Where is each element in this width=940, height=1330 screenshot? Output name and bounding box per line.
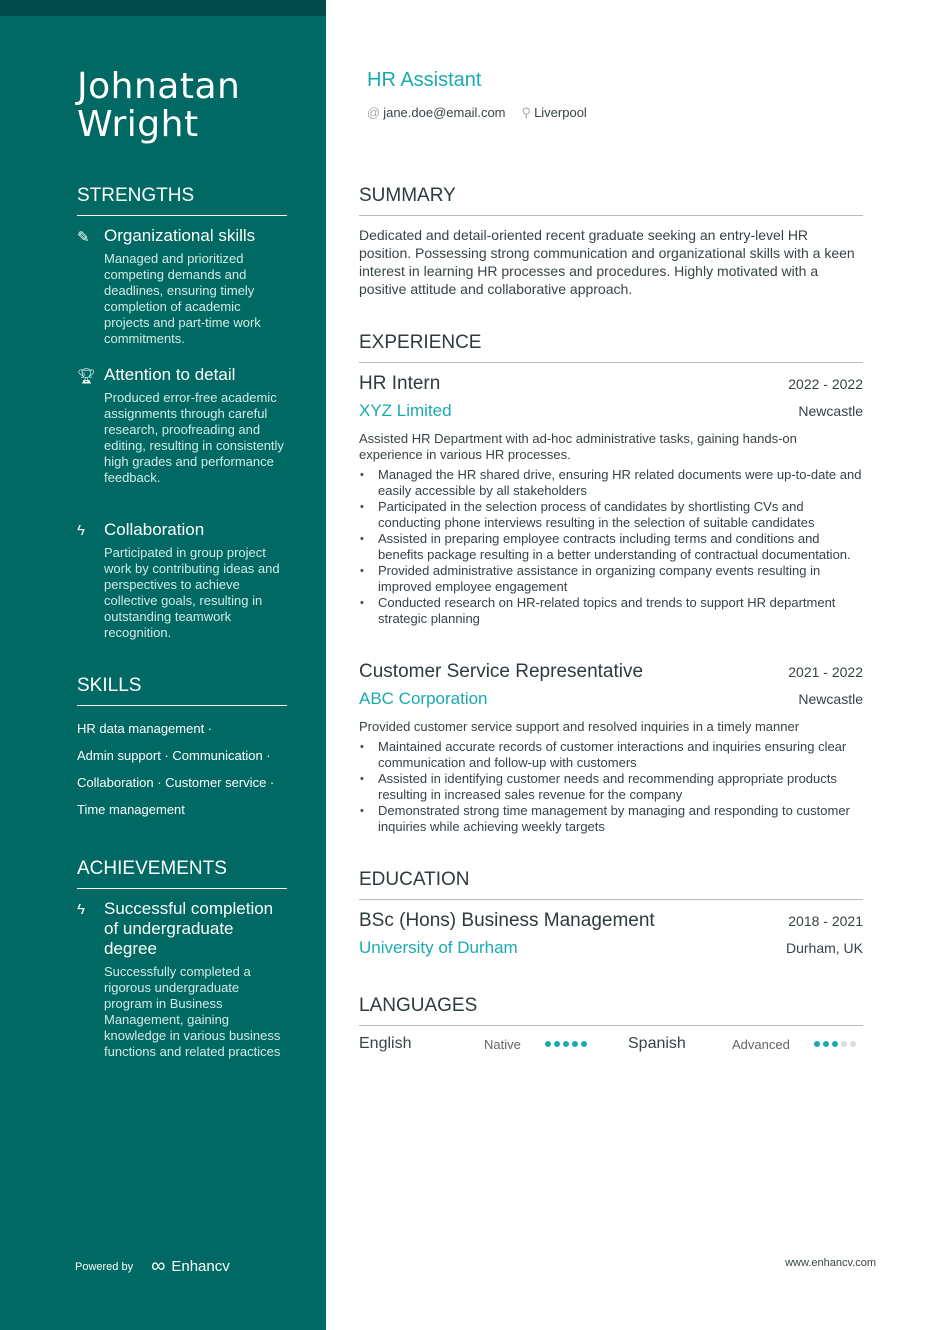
strength-item [77, 520, 287, 641]
job-bullets [359, 739, 863, 835]
sidebar [0, 0, 326, 1330]
dot [850, 1041, 856, 1047]
website-link[interactable]: www.enhancv.com [785, 1257, 876, 1269]
dot [832, 1041, 838, 1047]
email-text: jane.doe@email.com [383, 105, 506, 120]
company-name: ABC Corporation [359, 689, 488, 708]
summary-text: Dedicated and detail-oriented recent graduate seeking an entry-level HR position. Possessing strong communication and organizational skills with a keen interest in learning HR processes and procedures. Highly motivated with a positive attitude and collaborative approach. [359, 227, 855, 297]
at-icon: @ [367, 105, 381, 120]
edu-dates: 2018 - 2021 [788, 913, 863, 929]
job-title: HR Assistant [367, 69, 482, 91]
languages-title: LANGUAGES [359, 995, 863, 1026]
achievement-title: Successful completion of undergraduate degree [104, 899, 274, 958]
dot [823, 1041, 829, 1047]
job-company-row [359, 401, 863, 421]
school-name: University of Durham [359, 938, 518, 957]
bullet: • Assisted in preparing employee contracts including terms and conditions and benefits package resulting in a better understanding of contractual documentation. [359, 531, 863, 563]
achievement-desc: Successfully completed a rigorous undergraduate program in Business Management, gaining knowledge in various business functions and related practices [104, 964, 281, 1059]
strength-desc: Managed and prioritized competing demands and deadlines, ensuring timely completion of academic projects and part-time work commitments. [104, 251, 261, 346]
job-header [359, 661, 863, 683]
edu-school-row [359, 938, 863, 958]
education-title: EDUCATION [359, 869, 863, 900]
job-desc: Assisted HR Department with ad-hoc administrative tasks, gaining hands-on experience in various HR processes. [359, 431, 797, 462]
job-location: Newcastle [798, 403, 863, 419]
skill-line: Admin support · Communication · [77, 748, 271, 763]
strength-title: Organizational skills [104, 226, 256, 245]
job-role: HR Intern [359, 373, 441, 394]
dot [572, 1041, 578, 1047]
skills-title: SKILLS [77, 675, 287, 706]
top-band [0, 0, 326, 16]
language-name: English [359, 1035, 412, 1052]
brand-name: Enhancv [171, 1258, 230, 1275]
dot [545, 1041, 551, 1047]
skills-list [77, 715, 292, 823]
job-header [359, 373, 863, 395]
skill-line: Time management [77, 802, 185, 817]
language-level: Advanced [732, 1036, 790, 1052]
candidate-name [77, 68, 240, 144]
magic-wand-icon: ✎ [77, 229, 90, 246]
infinity-logo-icon: ∞ [151, 1255, 166, 1277]
strength-desc: Participated in group project work by contributing ideas and perspectives to achieve collective goals, resulting in outstanding teamwork recognition. [104, 545, 280, 640]
lightning-icon: ϟ [77, 522, 85, 539]
bullet: • Managed the HR shared drive, ensuring HR related documents were up-to-date and easily accessible by all stakeholders [359, 467, 863, 499]
location-pin-icon: ⚲ [521, 105, 532, 120]
edu-header [359, 910, 863, 932]
powered-label: Powered by [75, 1260, 134, 1273]
job-desc: Provided customer service support and resolved inquiries in a timely manner [359, 719, 800, 734]
lightning-icon: ϟ [77, 901, 85, 918]
enhancv-logo[interactable] [151, 1255, 230, 1278]
location-text: Liverpool [534, 105, 587, 120]
dot [841, 1041, 847, 1047]
contact-info [367, 105, 587, 121]
language-level: Native [484, 1036, 521, 1052]
skill-line: Collaboration · Customer service · [77, 775, 275, 790]
powered-by [75, 1255, 230, 1278]
job-dates: 2021 - 2022 [788, 664, 863, 680]
strengths-title: STRENGTHS [77, 185, 287, 216]
bullet: • Conducted research on HR-related topics and trends to support HR department strategic planning [359, 595, 863, 627]
language-name: Spanish [628, 1035, 686, 1052]
job-dates: 2022 - 2022 [788, 376, 863, 392]
languages-list [359, 1035, 863, 1053]
bullet: • Demonstrated strong time management by managing and responding to customer inquiries while achieving weekly targets [359, 803, 863, 835]
bullet: • Provided administrative assistance in organizing company events resulting in improved employee engagement [359, 563, 863, 595]
skill-line: HR data management · [77, 721, 213, 736]
dot [814, 1041, 820, 1047]
rating-dots [545, 1041, 628, 1047]
achievements-title: ACHIEVEMENTS [77, 858, 287, 889]
first-name: Johnatan [77, 66, 241, 107]
location [522, 105, 587, 121]
rating-dots [814, 1041, 856, 1047]
strength-desc: Produced error-free academic assignments through careful research, proofreading and editing, resulting in consistently high grades and performance feedback. [104, 390, 284, 485]
strength-title: Attention to detail [104, 365, 236, 384]
company-name: XYZ Limited [359, 401, 452, 420]
bullet: • Assisted in identifying customer needs and recommending appropriate products resulting in increased sales revenue for the company [359, 771, 863, 803]
last-name: Wright [77, 104, 199, 145]
strength-item [77, 226, 287, 347]
experience-title: EXPERIENCE [359, 332, 863, 363]
bullet: • Participated in the selection process of candidates by shortlisting CVs and conducting phone interviews resulting in the selection of suitable candidates [359, 499, 863, 531]
achievement-item [77, 899, 287, 1060]
degree: BSc (Hons) Business Management [359, 910, 655, 931]
job-company-row [359, 689, 863, 709]
dot [563, 1041, 569, 1047]
trophy-icon: 🏆︎ [77, 368, 97, 385]
summary-title: SUMMARY [359, 185, 863, 216]
bullet: • Maintained accurate records of customer interactions and inquiries ensuring clear communication and follow-up with customers [359, 739, 863, 771]
job-bullets [359, 467, 863, 627]
strength-item [77, 365, 287, 486]
strength-title: Collaboration [104, 520, 205, 539]
dot [554, 1041, 560, 1047]
job-location: Newcastle [798, 691, 863, 707]
dot [581, 1041, 587, 1047]
edu-location: Durham, UK [785, 940, 863, 956]
email[interactable] [367, 105, 506, 121]
job-role: Customer Service Representative [359, 661, 644, 682]
